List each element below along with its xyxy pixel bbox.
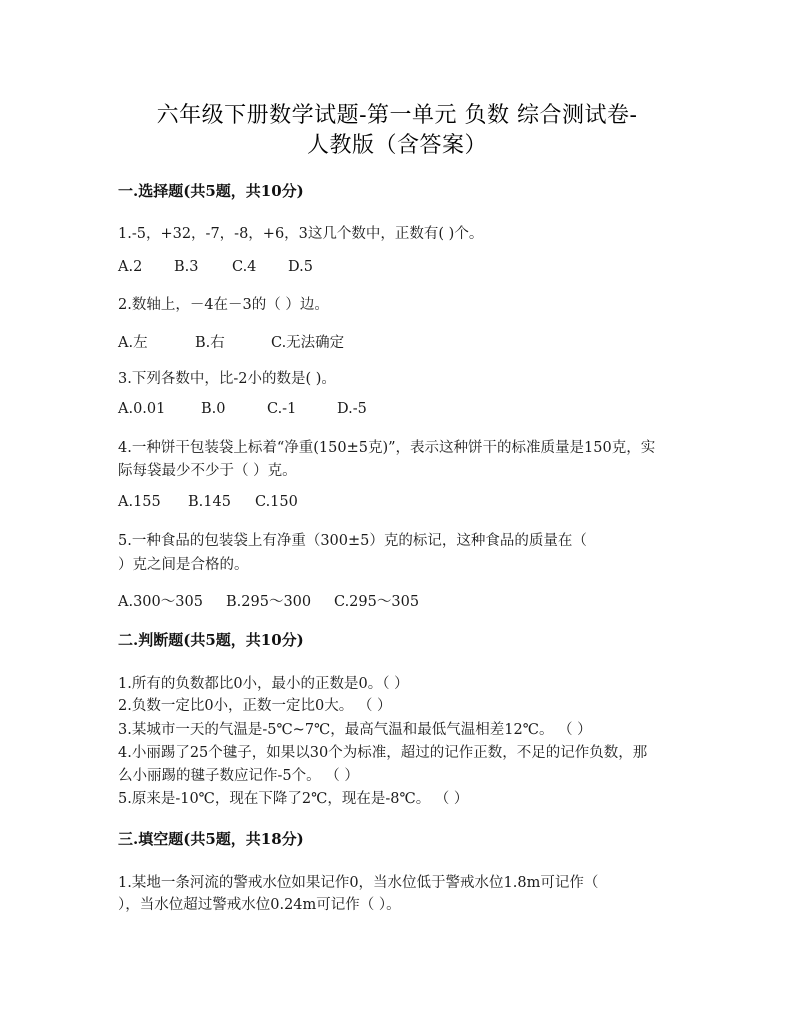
option-c: C.无法确定: [271, 335, 345, 351]
choice-question-5-options: [118, 590, 419, 611]
choice-question-3: 3.下列各数中，比-2小的数是( )。: [118, 371, 336, 387]
judgment-item-2: 2.负数一定比0小，正数一定比0大。 （ ）: [118, 698, 392, 714]
option-a: A.2: [118, 259, 143, 275]
judgment-item-3: 3.某城市一天的气温是-5℃~7℃，最高气温和最低气温相差12℃。 （ ）: [118, 722, 592, 738]
judgment-item-1: 1.所有的负数都比0小，最小的正数是0。（ ）: [118, 676, 409, 692]
choice-question-4-line2: 际每袋最少不少于（ ）克。: [118, 463, 297, 479]
fill-blank-question-1-line1: 1.某地一条河流的警戒水位如果记作0，当水位低于警戒水位1.8m可记作（: [118, 875, 599, 891]
option-a: A.左: [118, 335, 148, 351]
option-c: C.150: [255, 494, 298, 510]
option-b: B.295～300: [226, 594, 312, 610]
option-b: B.0: [201, 401, 226, 417]
choice-question-3-options: [118, 401, 367, 417]
choice-question-1-options: [118, 259, 313, 275]
option-c: C.4: [232, 259, 257, 275]
option-a: A.300～305: [118, 594, 203, 610]
choice-question-1: 1.-5，+32，-7，-8，+6，3这几个数中，正数有( )个。: [118, 226, 484, 242]
choice-question-2: 2.数轴上，－4在－3的（ ）边。: [118, 297, 329, 313]
judgment-item-4-line1: 4.小丽踢了25个毽子，如果以30个为标准，超过的记作正数，不足的记作负数，那: [118, 745, 648, 761]
option-d: D.5: [288, 259, 313, 275]
judgment-item-4-line2: 么小丽踢的毽子数应记作-5个。 （ ）: [118, 768, 359, 784]
choice-question-5-line1: 5.一种食品的包装袋上有净重（300±5）克的标记，这种食品的质量在（: [118, 533, 587, 549]
choice-question-5-line2: ）克之间是合格的。: [118, 557, 249, 573]
document-title-line1: 六年级下册数学试题-第一单元 负数 综合测试卷-: [156, 103, 638, 128]
section-heading-choice: 一.选择题(共5题，共10分): [118, 182, 304, 200]
choice-question-4-line1: 4.一种饼干包装袋上标着“净重(150±5克)”，表示这种饼干的标准质量是150克，实: [118, 440, 656, 456]
option-b: B.3: [174, 259, 199, 275]
section-heading-judgment: 二.判断题(共5题，共10分): [118, 631, 304, 649]
option-b: B.右: [195, 335, 225, 351]
option-d: D.-5: [337, 401, 367, 417]
section-heading-fill-blank: 三.填空题(共5题，共18分): [118, 830, 304, 848]
option-a: A.155: [118, 494, 161, 510]
option-c: C.-1: [267, 401, 297, 417]
choice-question-2-options: [118, 331, 344, 352]
fill-blank-question-1-line2: ），当水位超过警戒水位0.24m可记作（ ）。: [118, 897, 401, 913]
document-title-line2: 人教版（含答案）: [306, 133, 487, 158]
option-b: B.145: [188, 494, 231, 510]
option-a: A.0.01: [118, 401, 166, 417]
judgment-item-5: 5.原来是-10℃，现在下降了2℃，现在是-8℃。 （ ）: [118, 791, 469, 807]
choice-question-4-options: [118, 494, 298, 510]
option-c: C.295～305: [334, 594, 420, 610]
